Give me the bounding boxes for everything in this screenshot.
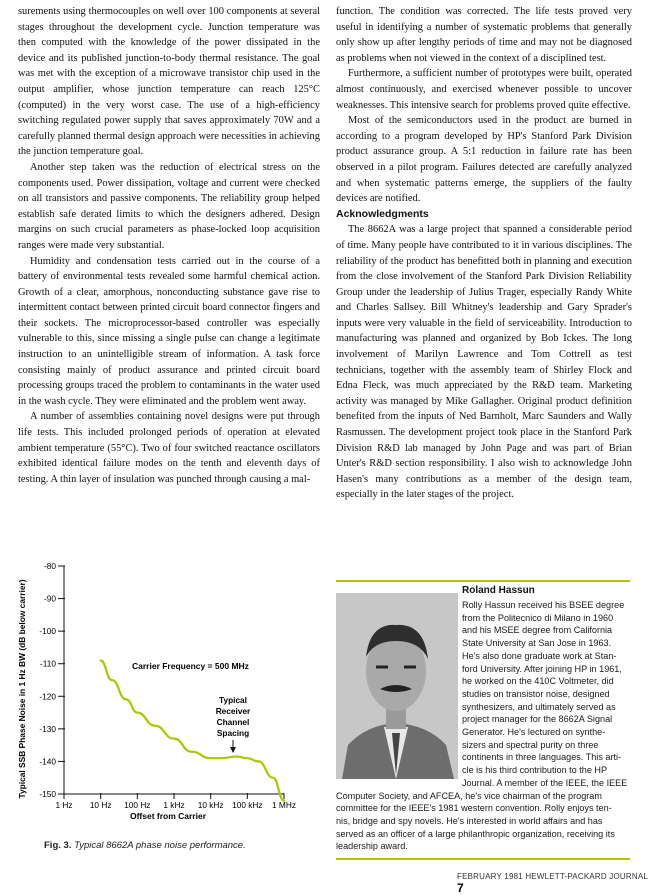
x-tick-label: 100 Hz <box>124 800 151 810</box>
bio-line: continents in three languages. This arti- <box>462 752 622 763</box>
y-tick-label: -150 <box>39 789 56 799</box>
bio-line: studies on transistor noise, designed <box>462 688 610 699</box>
page-number: 7 <box>457 881 464 895</box>
y-axis-label: Typical SSB Phase Noise in 1 Hz BW (dB below carrier) <box>17 579 27 799</box>
spacing-annotation-line: Spacing <box>216 728 250 738</box>
bio-line: leadership award. <box>336 841 408 852</box>
y-tick-label: -80 <box>44 561 56 571</box>
y-tick-label: -140 <box>39 756 56 767</box>
figure-caption-text: Typical 8662A phase noise performance. <box>74 840 246 851</box>
x-tick-label: 1 kHz <box>163 800 185 810</box>
bio-top-rule <box>336 580 630 582</box>
paragraph: surements using thermocouples on well over 100 components at several stages throughout the development cycle. Junction temperature was then computed with the knowledge of the power dissipated in the device and its published junction-to-body thermal resistance. The goal was met with the exception of a microwave transistor chip used in the output amplifier, whose junction temperature can reach 125°C (computed) in the very worst case. The use of a high-efficiency switching regulated power supply that saves approximately 70W and a carefully planned thermal design approach were necessities in achieving the junction temperature goal. <box>18 6 320 158</box>
page-footer <box>457 872 650 895</box>
bio-line: committee for the IEEE's 1981 western convention. Rolly enjoys ten- <box>336 803 612 814</box>
bio-line: He's also done graduate work at Stan- <box>462 650 617 661</box>
bio-line: ford University. After joining HP in 1961, <box>462 663 622 674</box>
paragraph: Furthermore, a sufficient number of prototypes were built, operated almost continuously, and exercised whenever possible to uncover weaknesses. This intensive search for problems proved quite effective. <box>336 68 632 111</box>
paragraph: A number of assemblies containing novel designs were put through life tests. This included prolonged periods of operation at elevated ambient temperature (55°C). Two of four switched reactance oscillators exhibited identical failure modes on the tenth and eleventh days of testing. A thin layer of insulation was punched through causing a mal- <box>18 411 320 485</box>
acknowledgments-text: The 8662A was a large project that spanned a considerable period of time. Many people have contributed to it in various disciplines. The reliability of the product has benefitted both in planning and execution from the close involvement of the Stanford Park Division Reliability Group under the leadership of Julius Trager, especially Randy White and Charles Sallsey. Bill Whitney's leadership and Gary Sprader's inputs were very valuable in the field of serviceability. Introduction to manufacturing was planned and organized by Bob Ickes. The long involvement of Marilyn Lawrence and Tom Cottrell as test technicians, together with the assembly team of Shirley Flock and Edna Fleck, was much appreciated by the R&D team. Marketing activity was managed by Mike Gallagher. Original product definition benefited from the inputs of Ned Barnholt, Marc Saunders and Wally Rasmussen. The development project took place in the Stanford Park Division R&D lab managed by John Page and was part of Brian Unter's R&D section responsibility. I also wish to acknowledge John Hasen's many contributions as a member of the design team, especially in the later stages of the project. <box>336 224 632 501</box>
acknowledgments-heading: Acknowledgments <box>336 207 429 220</box>
carrier-frequency-annotation: Carrier Frequency = 500 MHz <box>132 661 249 671</box>
bio-line: synthesizers, and ultimately served as <box>462 701 616 712</box>
phase-noise-line <box>101 661 284 801</box>
figure-caption-label: Fig. 3. <box>44 840 72 851</box>
bio-line: Computer Society, and AFCEA, he's vice chairman of the program <box>336 790 602 801</box>
spacing-annotation-line: Typical <box>219 695 247 705</box>
x-tick-labels <box>55 793 296 810</box>
paragraph: Most of the semiconductors used in the product are burned in according to a program developed by HP's Stanford Park Division product assurance group. A 5:1 reduction in failure rate has been observed in a pilot program. Failures detected are carefully analyzed and when systematic patterns emerge, the suppliers of the faulty devices are notified. <box>336 115 632 205</box>
figure-caption <box>44 840 246 851</box>
y-tick-label: -110 <box>40 658 56 669</box>
spacing-annotation-line: Receiver <box>215 706 251 716</box>
bio-line: Journal. A member of the IEEE, the IEEE <box>462 777 628 788</box>
x-tick-label: 1 MHz <box>272 800 296 810</box>
x-tick-label: 10 kHz <box>197 800 224 810</box>
right-column <box>336 4 632 503</box>
bio-line: from the Politecnico di Milano in 1960 <box>462 612 614 623</box>
bio-line: project manager for the 8662A Signal <box>462 714 613 725</box>
y-tick-label: -100 <box>39 626 56 637</box>
left-column <box>18 4 320 487</box>
bio-line: cle is his third contribution to the HP <box>462 765 608 776</box>
bio-line: nis, bridge and spy novels. He's interested in world affairs and has <box>336 815 603 826</box>
bio-line: and his MSEE degree from California <box>462 625 613 636</box>
bio-bottom-rule <box>336 858 630 860</box>
phase-noise-chart <box>14 556 314 856</box>
bio-line: sizers and spectral purity on three <box>462 739 599 750</box>
y-tick-label: -90 <box>44 593 56 604</box>
y-tick-label: -130 <box>39 723 56 734</box>
x-tick-label: 10 Hz <box>89 800 112 810</box>
bio-line: Rolly Hassun received his BSEE degree <box>462 600 625 610</box>
bio-line: served as an officer of a large philanthropic organization, receiving its <box>336 828 615 839</box>
author-photo <box>336 585 458 779</box>
spacing-annotation-line: Channel <box>216 717 250 727</box>
author-name: Roland Hassun <box>462 585 535 596</box>
paragraph: Another step taken was the reduction of electrical stress on the components used. Power dissipation, voltage and current were checked on all transistors and passive components. The reliability group helped establish safe derated limits to which the designers adhered. Design margins on such crucial parameters as phase-locked loop acquisition ranges were made very substantial. <box>18 161 320 251</box>
x-axis-label: Offset from Carrier <box>129 811 207 821</box>
x-tick-label: 1 Hz <box>55 800 73 810</box>
bio-line: he worked on the 410C Voltmeter, did <box>462 676 614 687</box>
y-tick-labels <box>39 561 65 799</box>
y-tick-label: -120 <box>39 691 56 702</box>
paragraph: Humidity and condensation tests carried out in the course of a battery of environmental tests revealed some harmful chemical action. Growth of a clear, amorphous, nonconducting substance gave rise to intermittent contact between printed circuit board connector fingers and their sockets. The microprocessor-based controller was especially vulnerable to this, since missing a single pulse can change a legitimate instruction to an unintelligible stream of information. A task force consisting mainly of product assurance and printed circuit board processing groups traced the problem to contaminants in the water used in the wash cycle. They were eliminated and the problem went away. <box>18 255 320 407</box>
bio-line: State University at San Jose in 1963. <box>462 638 612 649</box>
x-tick-label: 100 kHz <box>232 800 263 810</box>
footer-text: FEBRUARY 1981 HEWLETT-PACKARD JOURNAL <box>457 872 648 881</box>
spacing-arrow <box>230 740 236 753</box>
bio-line: Generator. He's lectured on synthe- <box>462 727 606 737</box>
paragraph: function. The condition was corrected. The life tests proved very useful in identifying a number of systematic problems that generally only show up after lengthy periods of time and may not be diagnosed as problems when not viewed in the context of a disciplined test. <box>336 6 632 64</box>
